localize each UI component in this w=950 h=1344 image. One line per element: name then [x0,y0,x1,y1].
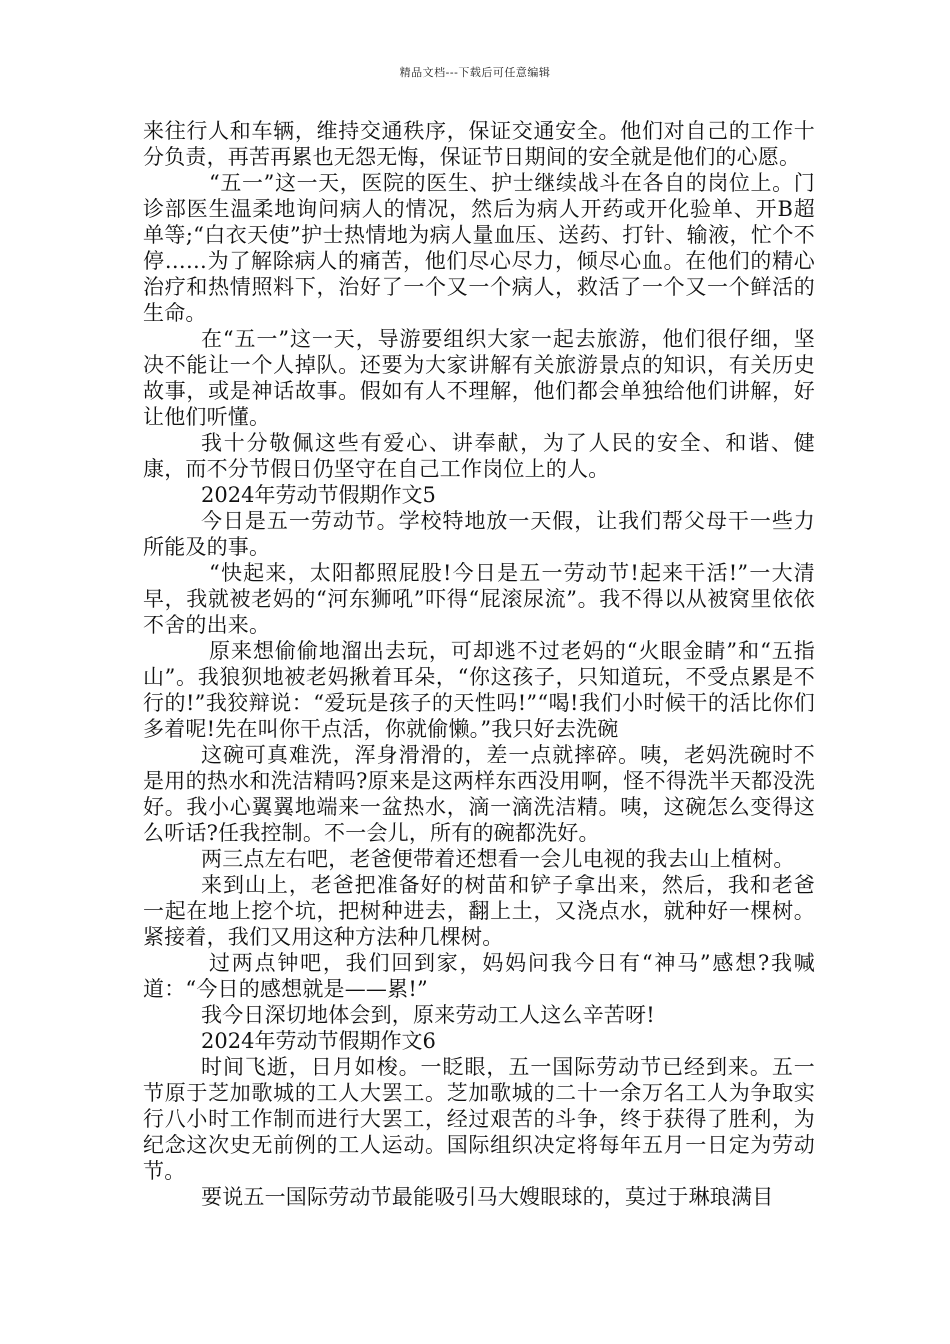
paragraph-wake-up: “快起来，太阳都照屁股!今日是五一劳动节!起来干活!”一大清早，我就被老妈的“河东狮吼”吓得“屁滚尿流”。我不得以从被窝里依依不舍的出来。 [143,561,815,637]
paragraph-wash-dishes: 这碗可真难洗，浑身滑滑的，差一点就摔碎。咦，老妈洗碗时不是用的热水和洗洁精吗?原来是这两样东西没用啊，怪不得洗半天都没洗好。我小心翼翼地端来一盆热水，滴一滴洗洁精。咦，这碗怎么变得这么听话?任我控制。不一会儿，所有的碗都洗好。 [143,743,815,845]
paragraph-tour-guide: 在“五一”这一天，导游要组织大家一起去旅游，他们很仔细，坚决不能让一个人掉队。还要为大家讲解有关旅游景点的知识，有关历史故事，或是神话故事。假如有人不理解，他们都会单独给他们讲解，好让他们听懂。 [143,327,815,429]
paragraph-labor-day-origin: 时间飞逝，日月如梭。一眨眼，五一国际劳动节已经到来。五一节原于芝加歌城的工人大罢工。芝加歌城的二十一余万名工人为争取实行八小时工作制而进行大罢工，经过艰苦的斗争，终于获得了胜利，为纪念这次史无前例的工人运动。国际组织决定将每年五月一日定为劳动节。 [143,1055,815,1183]
paragraph-hospital: “五一”这一天，医院的医生、护士继续战斗在各自的岗位上。门诊部医生温柔地询问病人的情况，然后为病人开药或开化验单、开B超单等;“白衣天使”护士热情地为病人量血压、送药、打针、输液，忙个不停……为了解除病人的痛苦，他们尽心尽力，倾尽心血。在他们的精心治疗和热情照料下，治好了一个又一个病人，救活了一个又一个鲜活的生命。 [143,171,815,325]
paragraph-holiday-intro: 今日是五一劳动节。学校特地放一天假，让我们帮父母干一些力所能及的事。 [143,509,815,559]
paragraph-traffic-police: 来往行人和车辆，维持交通秩序，保证交通安全。他们对自己的工作十分负责，再苦再累也无怨无悔，保证节日期间的安全就是他们的心愿。 [143,119,815,169]
paragraph-reflection: 我今日深切地体会到，原来劳动工人这么辛苦呀! [201,1003,655,1027]
paragraph-admiration: 我十分敬佩这些有爱心、讲奉献，为了人民的安全、和谐、健康，而不分节假日仍坚守在自己工作岗位上的人。 [143,431,815,481]
essay-heading-6: 2024年劳动节假期作文6 [201,1029,436,1053]
paragraph-plant-trees: 来到山上，老爸把准备好的树苗和铲子拿出来，然后，我和老爸一起在地上挖个坑，把树种进去，翻上土，又浇点水，就种好一棵树。紧接着，我们又用这种方法种几棵树。 [143,873,815,949]
essay-heading-5: 2024年劳动节假期作文5 [201,483,436,507]
paragraph-shopping: 要说五一国际劳动节最能吸引马大嫂眼球的，莫过于琳琅满目 [201,1185,774,1209]
paragraph-back-home: 过两点钟吧，我们回到家，妈妈问我今日有“神马”感想?我喊道：“今日的感想就是——累!” [143,951,816,1001]
paragraph-sneak-out: 原来想偷偷地溜出去玩，可却逃不过老妈的“火眼金睛”和“五指山”。我狼狈地被老妈揪着耳朵，“你这孩子，只知道玩，不受点累是不行的!”我狡辩说：“爱玩是孩子的天性吗!”“喝!我们小时候干的活比你们多着呢!先在叫你干点活，你就偷懒。”我只好去洗碗 [143,639,815,741]
document-body [143,118,815,1210]
paragraph-go-plant: 两三点左右吧，老爸便带着还想看一会儿电视的我去山上植树。 [201,847,795,871]
page-header: 精品文档---下载后可任意编辑 [399,66,551,79]
